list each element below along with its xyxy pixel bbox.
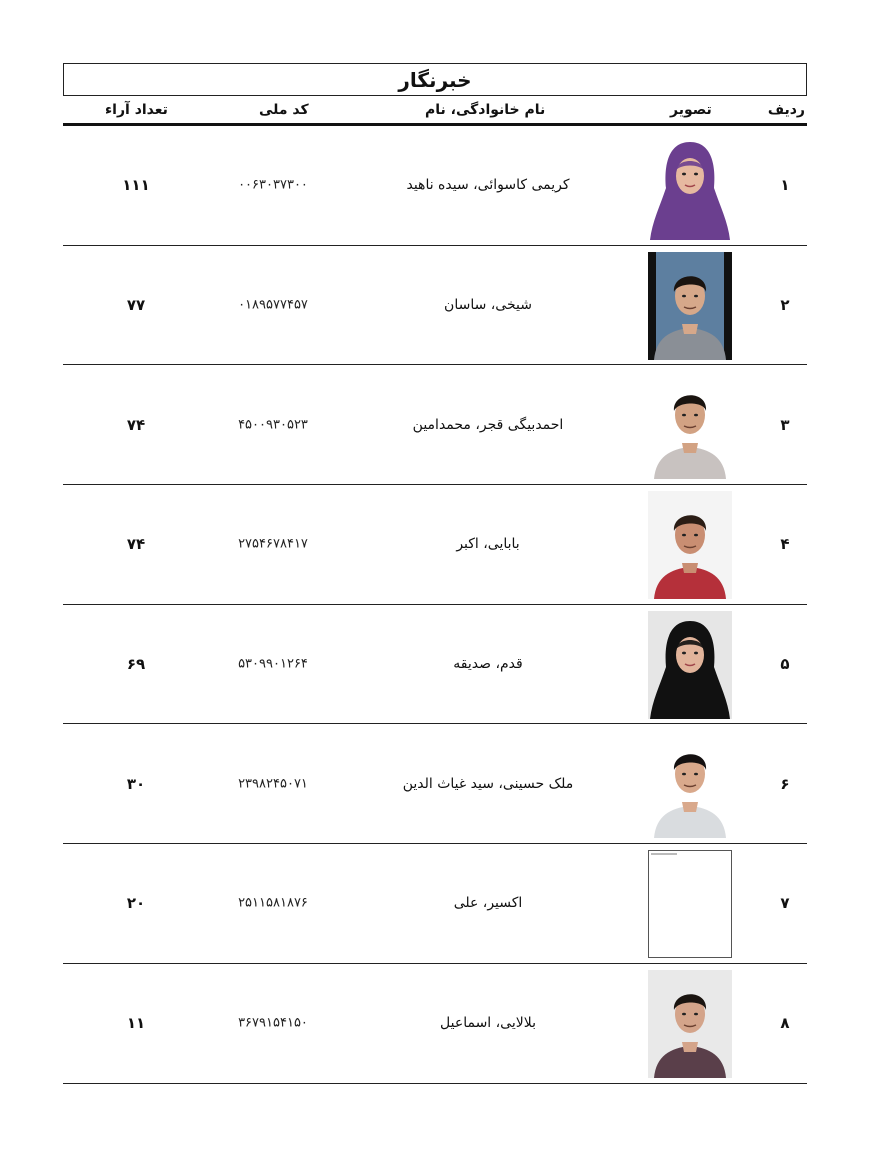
- candidate-photo: [648, 611, 732, 719]
- national-code: ۳۶۷۹۱۵۴۱۵۰: [238, 1015, 308, 1031]
- vote-count: ۷۷: [126, 296, 146, 315]
- header-index: ردیف: [767, 102, 805, 118]
- candidate-table-body: [63, 126, 807, 1084]
- table-row: [63, 365, 807, 485]
- candidate-photo: [648, 970, 732, 1078]
- row-index: ۵: [780, 655, 790, 674]
- national-code: ۲۳۹۸۲۴۵۰۷۱: [238, 776, 308, 792]
- candidate-photo: [648, 371, 732, 479]
- national-code: ۵۳۰۹۹۰۱۲۶۴: [238, 656, 308, 672]
- candidate-name: کریمی کاسوائی، سیده ناهید: [406, 177, 570, 194]
- national-code: ۲۷۵۴۶۷۸۴۱۷: [238, 536, 308, 552]
- national-code: ۲۵۱۱۵۸۱۸۷۶: [238, 895, 308, 911]
- vote-count: ۳۰: [126, 774, 146, 793]
- table-row: [63, 246, 807, 366]
- row-index: ۴: [780, 535, 790, 554]
- row-index: ۸: [780, 1014, 790, 1033]
- row-index: ۷: [780, 894, 790, 913]
- candidate-name: شیخی، ساسان: [444, 297, 532, 314]
- vote-count: ۲۰: [126, 894, 146, 913]
- table-row: [63, 485, 807, 605]
- table-row: [63, 964, 807, 1084]
- header-code: کد ملی: [259, 102, 309, 118]
- candidate-photo: [648, 850, 732, 958]
- table-row: [63, 724, 807, 844]
- candidate-name: قدم، صدیقه: [453, 656, 523, 673]
- candidate-name: بلالایی، اسماعیل: [440, 1015, 536, 1032]
- candidate-name: احمدبیگی قجر، محمدامین: [412, 416, 564, 433]
- national-code: ۰۰۶۳۰۳۷۳۰۰: [238, 177, 308, 193]
- header-name: نام خانوادگی، نام: [425, 102, 546, 118]
- table-title: خبرنگار: [63, 63, 807, 96]
- national-code: ۰۱۸۹۵۷۷۴۵۷: [238, 297, 308, 313]
- candidate-photo: [648, 491, 732, 599]
- table-row: [63, 844, 807, 964]
- national-code: ۴۵۰۰۹۳۰۵۲۳: [238, 417, 308, 433]
- candidate-name: اکسیر، علی: [453, 895, 523, 912]
- header-photo: تصویر: [670, 102, 712, 118]
- table-header: [63, 96, 807, 126]
- table-row: [63, 126, 807, 246]
- table-row: [63, 605, 807, 725]
- vote-count: ۷۴: [126, 415, 146, 434]
- vote-count: ۶۹: [126, 655, 146, 674]
- candidate-photo: [648, 252, 732, 360]
- vote-count: ۱۱: [126, 1014, 146, 1033]
- candidate-photo: [648, 132, 732, 240]
- candidate-name: بابایی، اکبر: [456, 536, 520, 553]
- candidate-name: ملک حسینی، سید غیاث الدین: [402, 775, 574, 792]
- row-index: ۲: [780, 296, 790, 315]
- candidate-photo: [648, 730, 732, 838]
- vote-count: ۷۴: [126, 535, 146, 554]
- row-index: ۱: [780, 176, 790, 195]
- header-votes: تعداد آراء: [105, 102, 168, 118]
- row-index: ۶: [780, 774, 790, 793]
- vote-count: ۱۱۱: [122, 176, 150, 195]
- row-index: ۳: [780, 415, 790, 434]
